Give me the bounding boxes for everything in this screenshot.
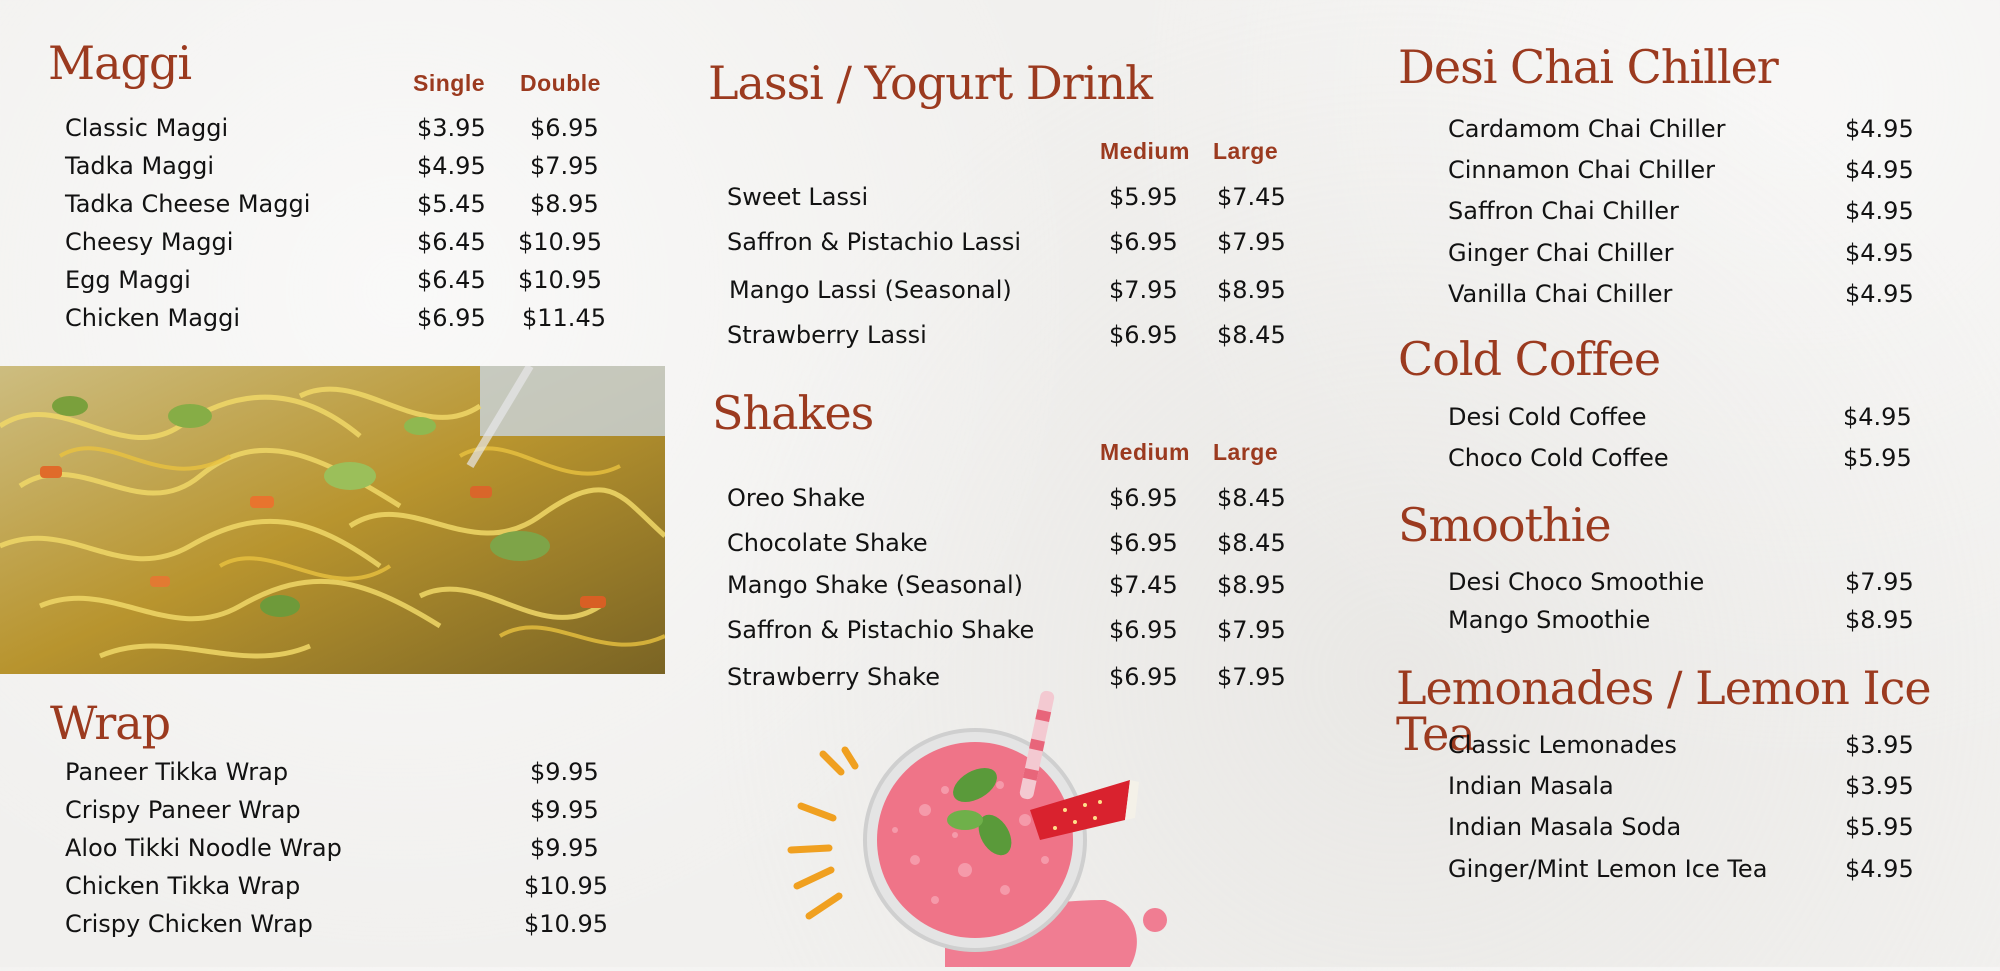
- price-large: $8.45: [1217, 529, 1286, 557]
- price-double: $10.95: [518, 266, 602, 294]
- price-single: $4.95: [417, 152, 486, 180]
- chai-title: Desi Chai Chiller: [1398, 40, 1778, 94]
- price-large: $7.45: [1217, 183, 1286, 211]
- item-name: Saffron & Pistachio Lassi: [727, 228, 1022, 256]
- item-price: $10.95: [524, 910, 608, 938]
- price-medium: $7.95: [1109, 276, 1178, 304]
- item-name: Desi Choco Smoothie: [1448, 568, 1705, 596]
- item-name: Cinnamon Chai Chiller: [1448, 156, 1716, 184]
- item-name: Chicken Tikka Wrap: [65, 872, 301, 900]
- item-name: Cardamom Chai Chiller: [1448, 115, 1726, 143]
- shakes-col-medium: Medium: [1100, 439, 1190, 465]
- price-medium: $6.95: [1109, 616, 1178, 644]
- item-price: $3.95: [1845, 731, 1914, 759]
- item-price: $4.95: [1845, 280, 1914, 308]
- item-price: $10.95: [524, 872, 608, 900]
- item-name: Ginger Chai Chiller: [1448, 239, 1674, 267]
- price-double: $8.95: [530, 190, 599, 218]
- noodles-photo: [0, 366, 665, 674]
- maggi-col-single: Single: [413, 70, 486, 96]
- price-large: $8.95: [1217, 276, 1286, 304]
- price-medium: $5.95: [1109, 183, 1178, 211]
- item-name: Classic Maggi: [65, 114, 229, 142]
- price-medium: $6.95: [1109, 228, 1178, 256]
- item-price: $3.95: [1845, 772, 1914, 800]
- item-name: Indian Masala: [1448, 772, 1614, 800]
- shakes-title: Shakes: [712, 386, 874, 440]
- maggi-title: Maggi: [48, 36, 192, 90]
- item-price: $5.95: [1843, 444, 1912, 472]
- price-medium: $6.95: [1109, 321, 1178, 349]
- item-name: Indian Masala Soda: [1448, 813, 1682, 841]
- shakes-col-large: Large: [1213, 439, 1279, 465]
- price-medium: $7.45: [1109, 571, 1178, 599]
- price-large: $7.95: [1217, 228, 1286, 256]
- item-name: Choco Cold Coffee: [1448, 444, 1669, 472]
- item-price: $4.95: [1845, 855, 1914, 883]
- item-name: Oreo Shake: [727, 484, 866, 512]
- item-name: Crispy Paneer Wrap: [65, 796, 301, 824]
- item-name: Classic Lemonades: [1448, 731, 1677, 759]
- price-single: $3.95: [417, 114, 486, 142]
- price-double: $7.95: [530, 152, 599, 180]
- item-name: Egg Maggi: [65, 266, 191, 294]
- item-price: $5.95: [1845, 813, 1914, 841]
- lemonade-title: Lemonades / Lemon Ice Tea: [1396, 661, 1931, 761]
- lassi-title: Lassi / Yogurt Drink: [708, 56, 1152, 110]
- price-double: $11.45: [522, 304, 606, 332]
- strawberry-drink-illustration: [775, 690, 1195, 967]
- item-price: $9.95: [530, 796, 599, 824]
- item-name: Mango Smoothie: [1448, 606, 1651, 634]
- price-double: $6.95: [530, 114, 599, 142]
- price-double: $10.95: [518, 228, 602, 256]
- item-name: Paneer Tikka Wrap: [65, 758, 289, 786]
- price-large: $8.45: [1217, 321, 1286, 349]
- item-name: Strawberry Shake: [727, 663, 940, 691]
- item-name: Mango Shake (Seasonal): [727, 571, 1023, 599]
- item-name: Vanilla Chai Chiller: [1448, 280, 1673, 308]
- item-price: $7.95: [1845, 568, 1914, 596]
- price-large: $8.45: [1217, 484, 1286, 512]
- lassi-col-large: Large: [1213, 138, 1279, 164]
- item-price: $4.95: [1845, 239, 1914, 267]
- wrap-title: Wrap: [50, 696, 171, 750]
- item-price: $4.95: [1845, 115, 1914, 143]
- item-price: $4.95: [1845, 197, 1914, 225]
- item-name: Strawberry Lassi: [727, 321, 927, 349]
- item-name: Cheesy Maggi: [65, 228, 234, 256]
- item-name: Crispy Chicken Wrap: [65, 910, 313, 938]
- price-large: $7.95: [1217, 663, 1286, 691]
- price-large: $7.95: [1217, 616, 1286, 644]
- price-single: $6.45: [417, 266, 486, 294]
- coffee-title: Cold Coffee: [1398, 332, 1661, 386]
- item-price: $9.95: [530, 758, 599, 786]
- item-name: Ginger/Mint Lemon Ice Tea: [1448, 855, 1768, 883]
- item-name: Aloo Tikki Noodle Wrap: [65, 834, 342, 862]
- item-name: Tadka Cheese Maggi: [65, 190, 311, 218]
- item-name: Sweet Lassi: [727, 183, 869, 211]
- item-price: $9.95: [530, 834, 599, 862]
- item-price: $4.95: [1845, 156, 1914, 184]
- price-medium: $6.95: [1109, 484, 1178, 512]
- item-name: Desi Cold Coffee: [1448, 403, 1647, 431]
- price-medium: $6.95: [1109, 663, 1178, 691]
- item-name: Chicken Maggi: [65, 304, 241, 332]
- item-price: $8.95: [1845, 606, 1914, 634]
- price-large: $8.95: [1217, 571, 1286, 599]
- smoothie-title: Smoothie: [1398, 498, 1611, 552]
- item-name: Chocolate Shake: [727, 529, 928, 557]
- item-name: Mango Lassi (Seasonal): [729, 276, 1012, 304]
- price-single: $5.45: [417, 190, 486, 218]
- price-single: $6.95: [417, 304, 486, 332]
- item-name: Saffron Chai Chiller: [1448, 197, 1679, 225]
- price-medium: $6.95: [1109, 529, 1178, 557]
- item-name: Tadka Maggi: [65, 152, 214, 180]
- lassi-col-medium: Medium: [1100, 138, 1190, 164]
- price-single: $6.45: [417, 228, 486, 256]
- item-price: $4.95: [1843, 403, 1912, 431]
- maggi-col-double: Double: [520, 70, 601, 96]
- item-name: Saffron & Pistachio Shake: [727, 616, 1035, 644]
